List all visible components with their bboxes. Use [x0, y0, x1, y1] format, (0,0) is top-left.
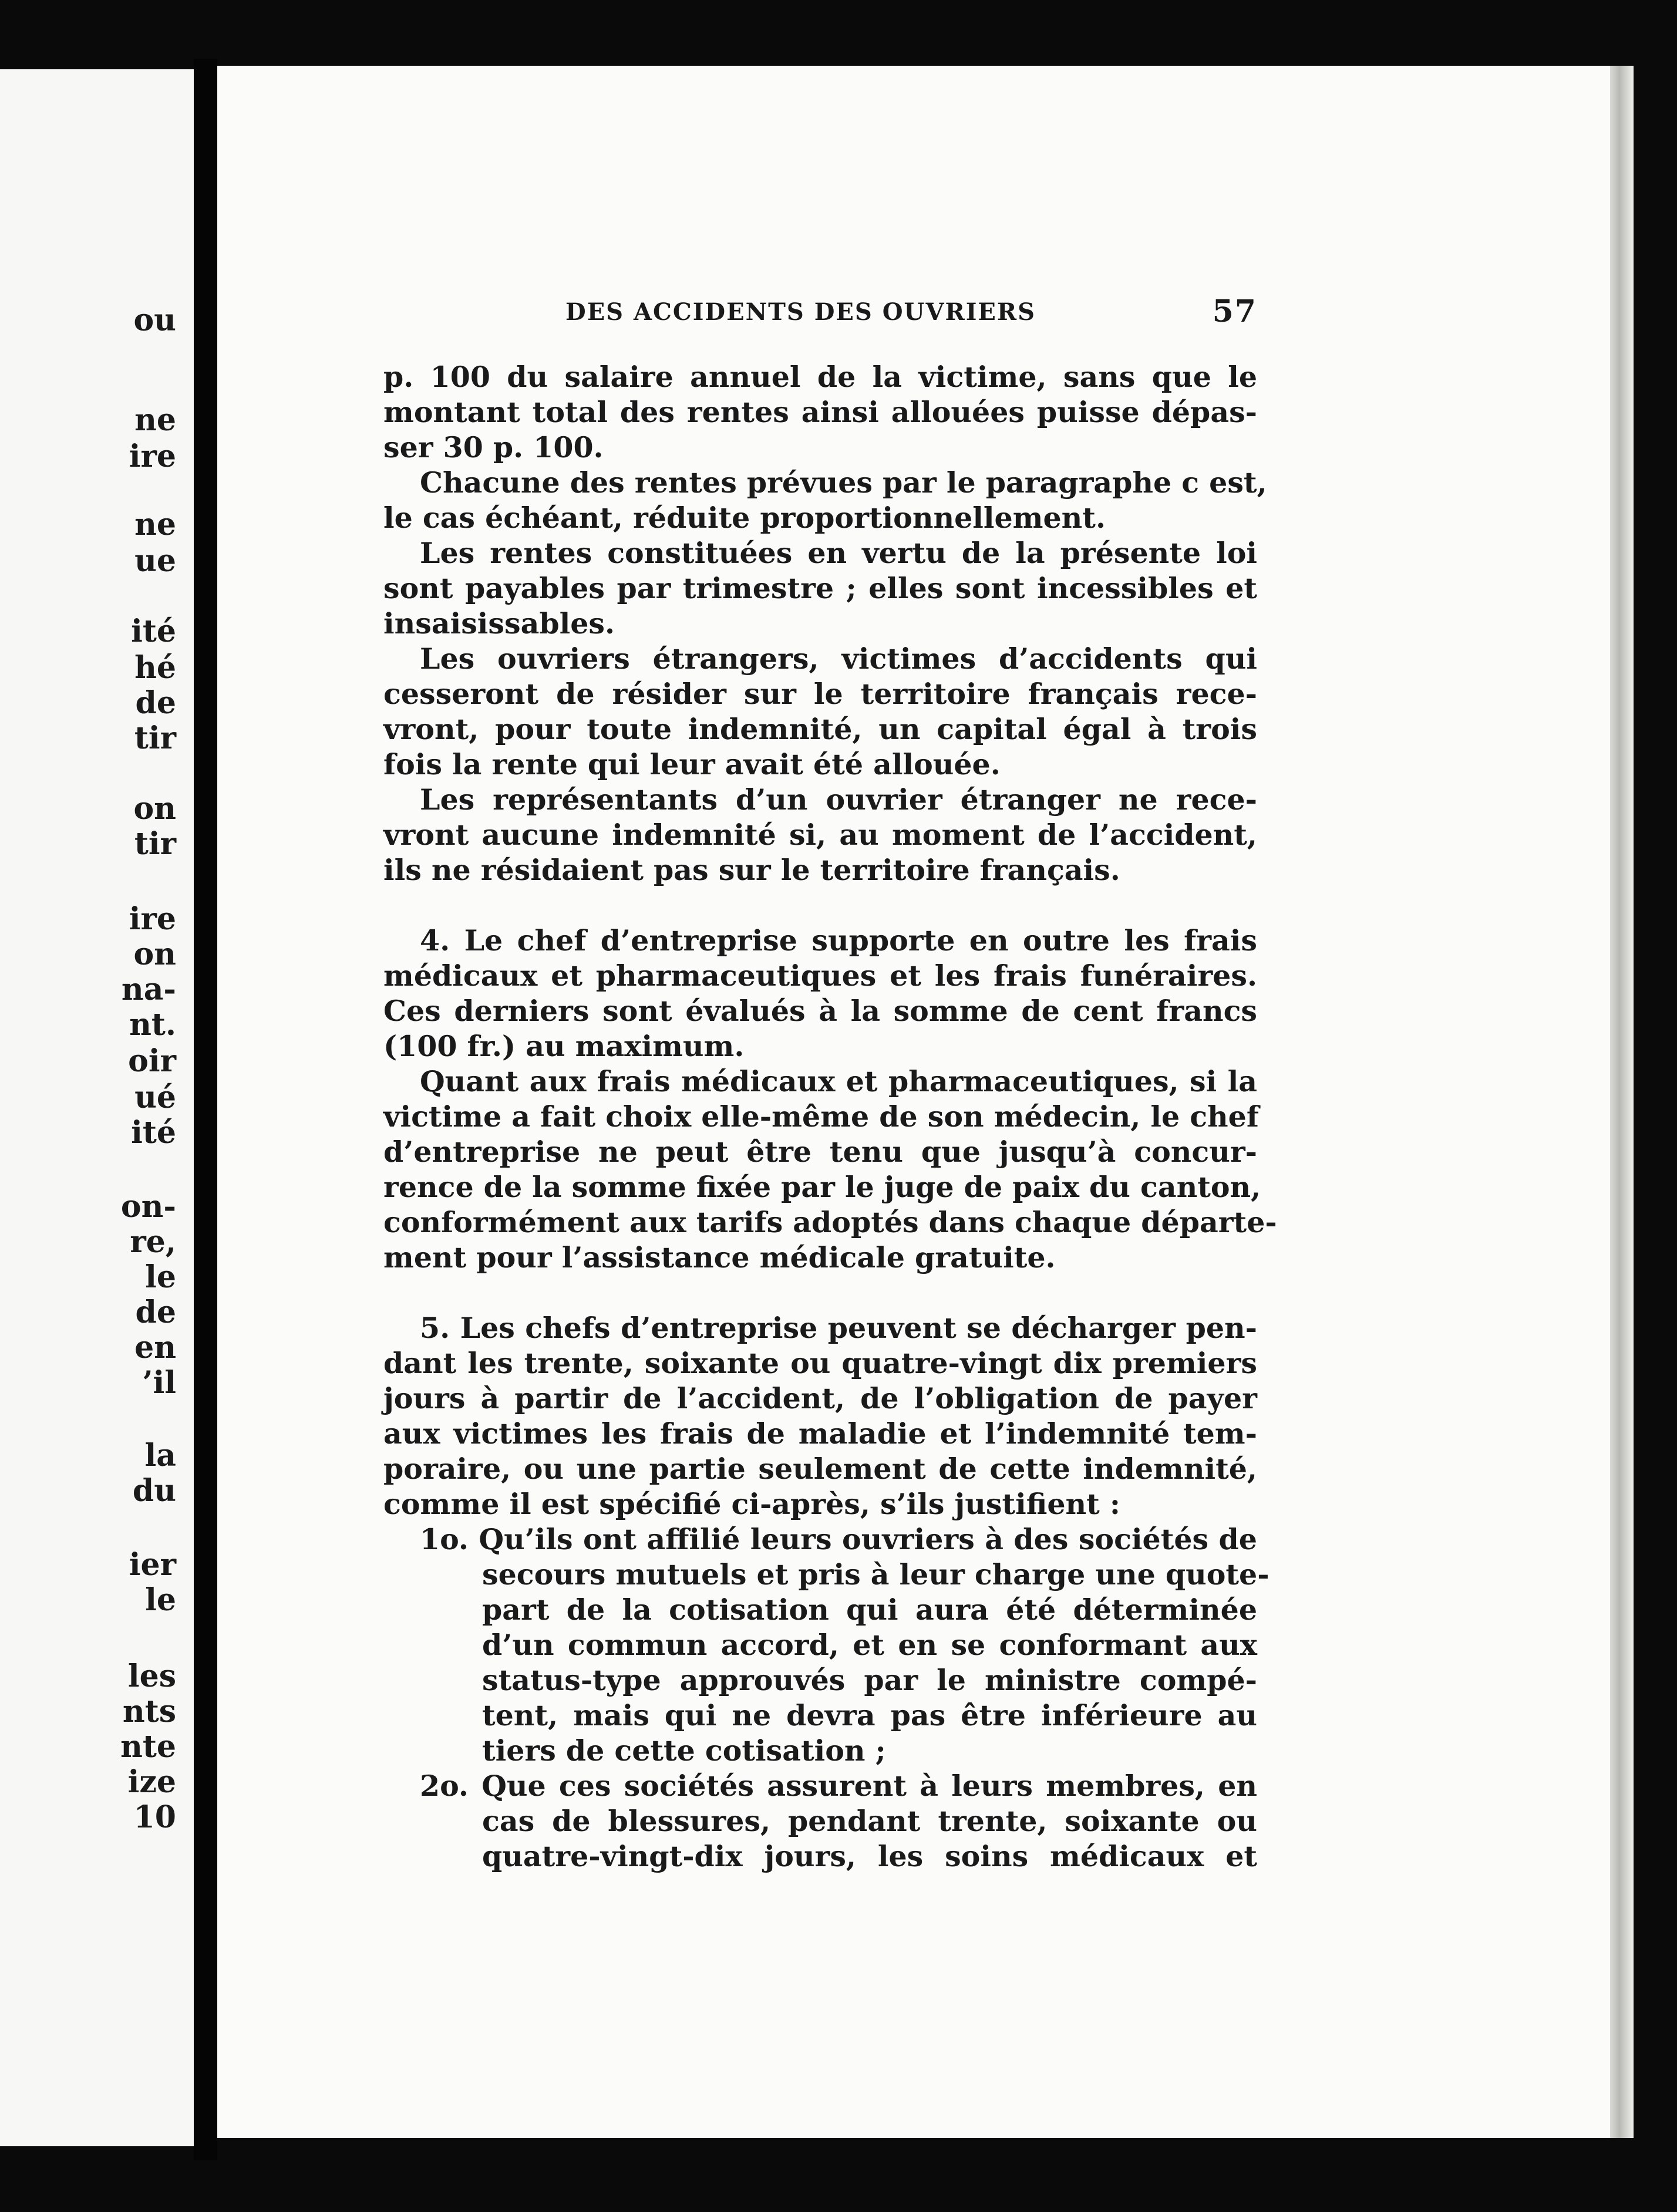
left-page-fragment: nt. [129, 1007, 176, 1043]
paragraph-4 [383, 641, 1257, 782]
text-line: jours à partir de l’accident, de l’obligation de payer [383, 1381, 1257, 1415]
text-line: Les représentants d’un ouvrier étranger ne rece- [420, 783, 1257, 817]
left-page-fragment: ité [131, 1115, 176, 1151]
left-page-fragment: on [133, 791, 176, 827]
left-page-fragment: ué [134, 1080, 176, 1115]
left-page-fragment: le [145, 1259, 176, 1295]
text-line: ment pour l’assistance médicale gratuite. [383, 1240, 1056, 1274]
article-number: 5. [420, 1311, 450, 1345]
paragraph-2 [383, 465, 1267, 535]
left-page-fragment: ier [129, 1547, 176, 1583]
article-number: 4. [420, 923, 450, 957]
text-line: insaisissables. [383, 606, 615, 640]
text-line: ser 30 p. 100. [383, 430, 604, 464]
left-page-fragment: hé [134, 650, 176, 686]
text-line [383, 1768, 1257, 1803]
left-page-fragment: tir [134, 826, 176, 862]
left-page-fragment: oir [128, 1043, 176, 1079]
text-line: d’entreprise ne peut être tenu que jusqu’à concur- [383, 1135, 1257, 1169]
left-page-fragment: ne [134, 402, 176, 438]
book-gutter [194, 59, 217, 2160]
left-page-fragment: nts [122, 1694, 176, 1729]
text-line: le cas échéant, réduite proportionnellement. [383, 501, 1106, 535]
text-line: ils ne résidaient pas sur le territoire français. [383, 853, 1120, 887]
text-line: Ces derniers sont évalués à la somme de cent francs [383, 994, 1257, 1028]
left-page-fragment: re, [130, 1224, 176, 1260]
paragraph-1 [383, 359, 1257, 465]
text-line: médicaux et pharmaceutiques et les frais funéraires. [383, 959, 1257, 993]
left-page-fragment: de [135, 1294, 176, 1330]
list-item-1 [383, 1522, 1269, 1768]
left-page-fragment: tir [134, 720, 176, 756]
text-line: quatre-vingt-dix jours, les soins médicaux et [482, 1839, 1257, 1873]
left-page-fragment: on- [120, 1189, 176, 1225]
text-line-content: Le chef d’entreprise supporte en outre les frais [464, 923, 1257, 957]
item-number: 1o. [420, 1522, 469, 1556]
article-5 [383, 1310, 1257, 1522]
left-page-fragment: la [144, 1438, 176, 1473]
text-line: sont payables par trimestre ; elles sont incessibles et [383, 571, 1257, 605]
list-item-2 [383, 1768, 1257, 1874]
paragraph-gap [383, 888, 1257, 923]
text-line: Les ouvriers étrangers, victimes d’accidents qui [420, 642, 1257, 676]
text-line: cesseront de résider sur le territoire français rece- [383, 677, 1257, 711]
left-page-fragment: ne [134, 507, 176, 542]
left-page-fragment: ize [127, 1764, 176, 1800]
text-line-content: Que ces sociétés assurent à leurs membres, en [481, 1769, 1258, 1803]
text-line [383, 1310, 1257, 1346]
text-line: poraire, ou une partie seulement de cette indemnité, [383, 1452, 1257, 1486]
text-line [383, 1522, 1257, 1557]
text-line: tiers de cette cotisation ; [482, 1734, 886, 1768]
running-header [383, 294, 1257, 329]
text-line [383, 923, 1257, 958]
article-4 [383, 923, 1277, 1275]
paragraph-5 [383, 782, 1257, 888]
text-line: montant total des rentes ainsi allouées puisse dépas- [383, 395, 1257, 429]
text-line: fois la rente qui leur avait été allouée. [383, 747, 1001, 781]
text-line: dant les trente, soixante ou quatre-vingt dix premiers [383, 1346, 1257, 1380]
paragraph-gap [383, 1275, 1257, 1310]
left-page-fragment: na- [121, 972, 176, 1007]
left-page-fragment: les [127, 1658, 176, 1694]
left-page-fragment: 10 [133, 1799, 176, 1835]
left-page-fragment: ire [129, 901, 176, 937]
left-page-fragment: on [133, 936, 176, 972]
text-line: conformément aux tarifs adoptés dans chaque départe- [383, 1205, 1277, 1239]
text-line: part de la cotisation qui aura été déterminée [482, 1593, 1257, 1627]
text-line: secours mutuels et pris à leur charge une quote- [482, 1557, 1269, 1591]
text-line: rence de la somme fixée par le juge de paix du canton, [383, 1170, 1261, 1204]
running-title: DES ACCIDENTS DES OUVRIERS [565, 298, 1036, 326]
page-edge [1610, 66, 1634, 2138]
left-page-fragment: en [134, 1330, 176, 1365]
left-page-fragment: de [135, 685, 176, 721]
left-page-fragment: du [132, 1473, 176, 1509]
left-page-fragment: ou [133, 302, 176, 338]
left-page-margin [0, 69, 194, 2146]
text-line: vront aucune indemnité si, au moment de l’accident, [383, 818, 1257, 852]
text-line: (100 fr.) au maximum. [383, 1029, 745, 1063]
left-page-fragment: le [145, 1582, 176, 1618]
left-page-fragment: ’il [142, 1365, 176, 1401]
text-line: status-type approuvés par le ministre compé- [482, 1663, 1257, 1697]
left-page-fragment: ire [129, 439, 176, 474]
text-line: aux victimes les frais de maladie et l’indemnité tem- [383, 1417, 1257, 1451]
text-line-content: Qu’ils ont affilié leurs ouvriers à des sociétés de [479, 1522, 1257, 1556]
page-number: 57 [1212, 294, 1257, 329]
text-line: Les rentes constituées en vertu de la présente loi [420, 536, 1257, 570]
item-number: 2o. [420, 1769, 469, 1803]
text-line: Quant aux frais médicaux et pharmaceutiques, si la [420, 1064, 1257, 1098]
text-line: p. 100 du salaire annuel de la victime, sans que le [383, 360, 1257, 394]
body-text [383, 359, 1277, 1874]
text-line: victime a fait choix elle-même de son médecin, le chef [383, 1100, 1259, 1134]
paragraph-3 [383, 535, 1257, 641]
text-line: d’un commun accord, et en se conformant aux [482, 1628, 1257, 1662]
left-page-fragment: nte [120, 1729, 176, 1765]
left-page-fragment: ité [131, 613, 176, 649]
text-line: vront, pour toute indemnité, un capital égal à trois [383, 712, 1257, 746]
text-line-content: Les chefs d’entreprise peuvent se décharger pen- [460, 1311, 1257, 1345]
text-line: Chacune des rentes prévues par le paragraphe c est, [420, 466, 1267, 500]
text-line: tent, mais qui ne devra pas être inférieure au [482, 1698, 1257, 1732]
left-page-fragment: ue [134, 543, 176, 579]
text-line: comme il est spécifié ci-après, s’ils justifient : [383, 1487, 1120, 1521]
text-line: cas de blessures, pendant trente, soixante ou [482, 1804, 1257, 1838]
